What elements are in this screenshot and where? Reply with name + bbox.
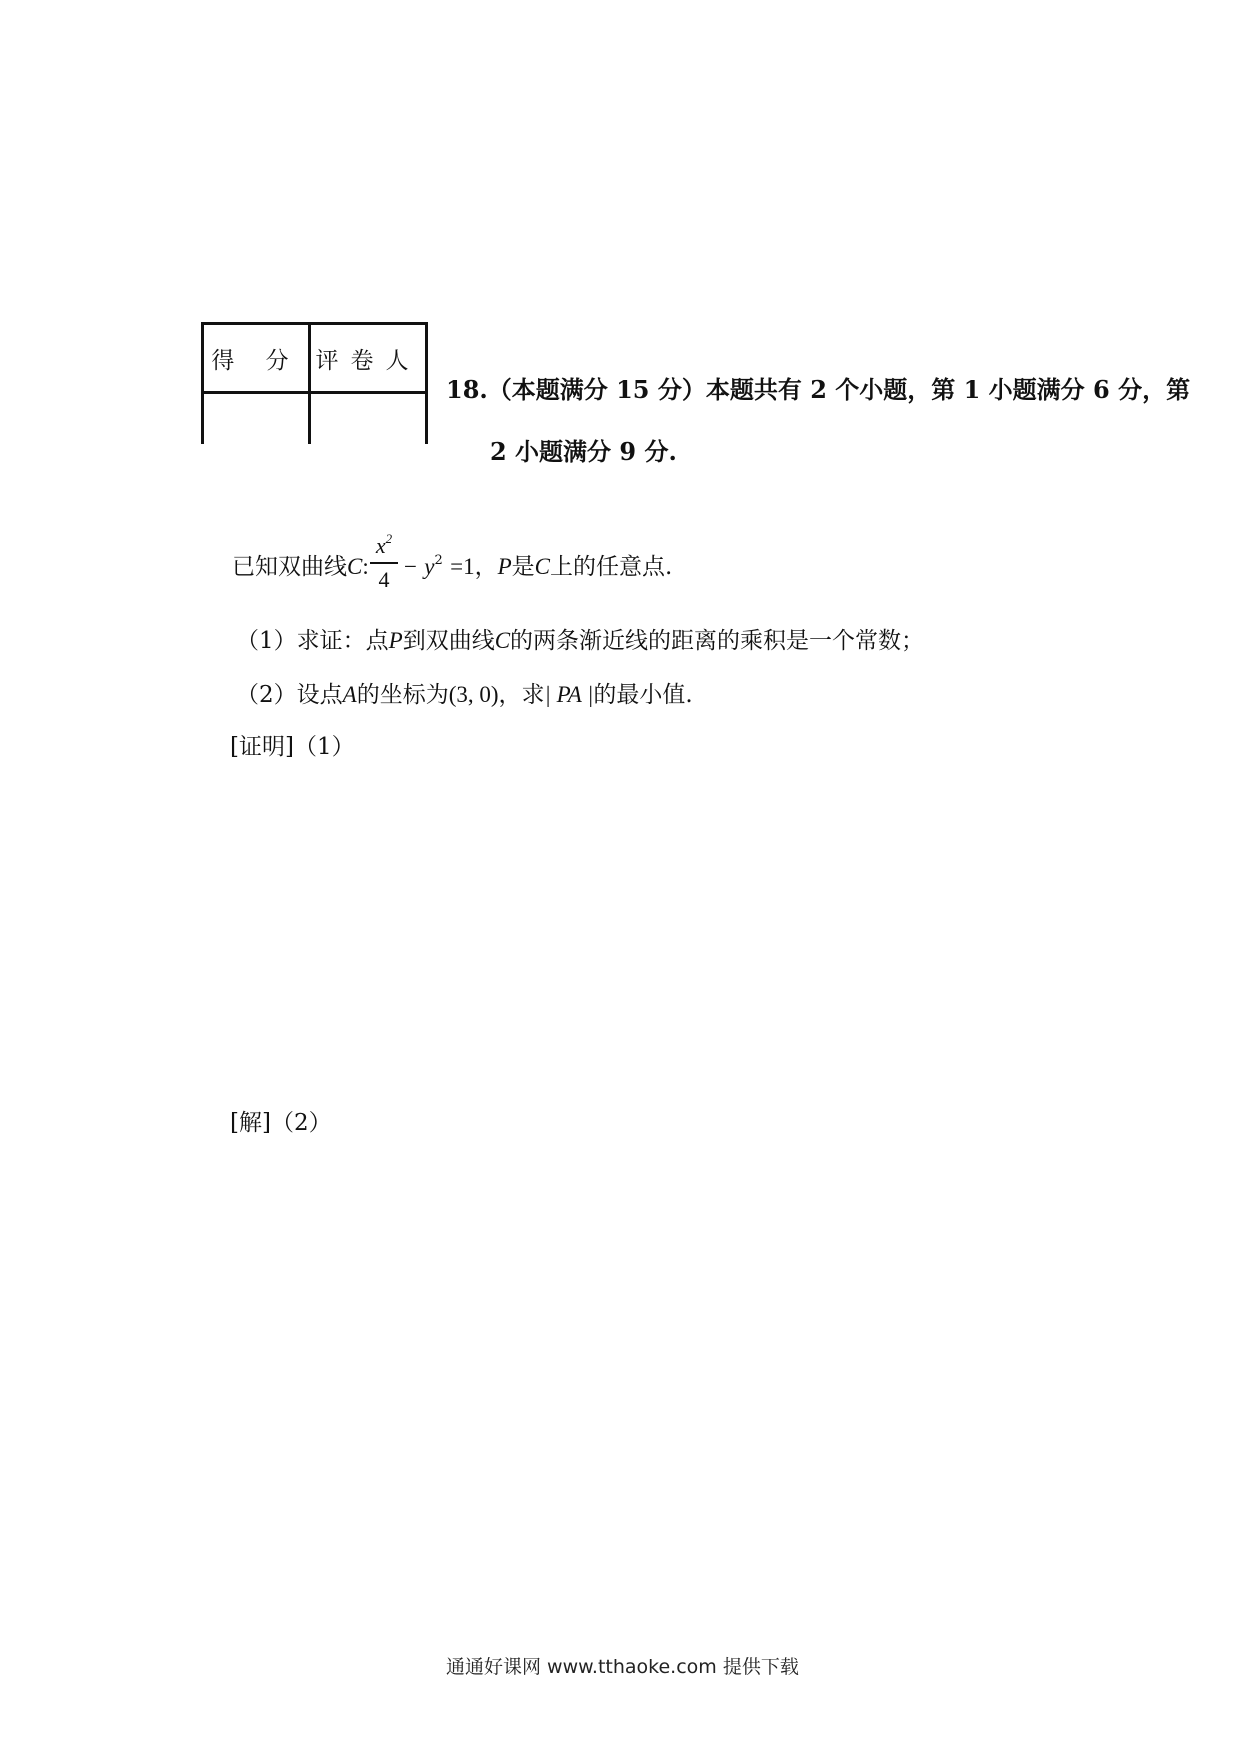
colon-symbol: : bbox=[362, 554, 369, 579]
intro-prefix: 已知双曲线 bbox=[232, 554, 347, 580]
question-part2: （2）设点A的坐标为(3, 0)，求| PA |的最小值. bbox=[236, 682, 693, 708]
curve-symbol: C bbox=[347, 554, 363, 579]
proof-answer-area[interactable] bbox=[232, 760, 1052, 1090]
question-heading-line2: 2 小题满分 9 分. bbox=[490, 437, 677, 466]
fraction-bar bbox=[370, 562, 398, 564]
footer-credit: 通通好课网 www.tthaoke.com 提供下载 bbox=[446, 1656, 799, 1678]
score-entry-cell[interactable] bbox=[203, 393, 310, 445]
grader-entry-cell[interactable] bbox=[310, 393, 427, 445]
equation-rest: − $y^2 =1$，P是C上的任意点. bbox=[404, 553, 673, 580]
score-header-cell: 得 分 bbox=[203, 324, 310, 393]
proof-label: [证明]（1） bbox=[230, 734, 355, 760]
fraction-denominator: 4 bbox=[378, 567, 390, 592]
solution-label: [解]（2） bbox=[230, 1110, 332, 1136]
question-intro bbox=[232, 548, 369, 581]
grader-header-cell: 评卷人 bbox=[310, 324, 427, 393]
y-variable: y bbox=[424, 554, 435, 579]
equation-fraction bbox=[370, 532, 398, 594]
solution-answer-area[interactable] bbox=[232, 1140, 1052, 1620]
question-heading-line1: 18.（本题满分 15 分）本题共有 2 个小题，第 1 小题满分 6 分，第 bbox=[446, 375, 1191, 404]
score-table bbox=[201, 322, 428, 444]
question-part1: （1）求证：点P到双曲线C的两条渐近线的距离的乘积是一个常数； bbox=[236, 628, 925, 654]
fraction-numerator: $x^2$ bbox=[375, 531, 393, 558]
